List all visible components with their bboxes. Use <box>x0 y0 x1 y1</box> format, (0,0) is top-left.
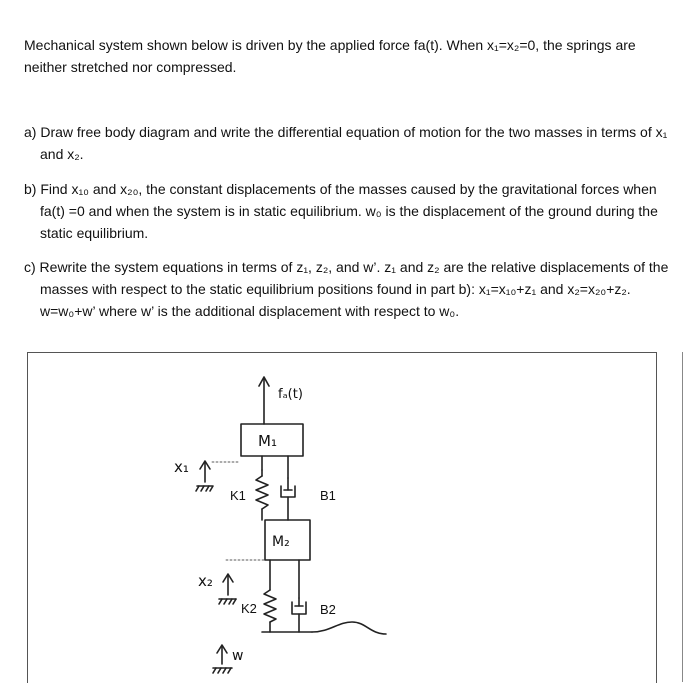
x1-label: x₁ <box>174 458 189 476</box>
force-label: fₐ(t) <box>278 387 303 402</box>
b1-label: B1 <box>320 488 336 503</box>
x2-label: x₂ <box>198 572 213 590</box>
k2-label: K2 <box>241 601 257 616</box>
w-label: w <box>232 648 244 664</box>
question-b: b) Find x₁₀ and x₂₀, the constant displacements of the masses caused by the gravitational forces when fa(t) =0 and when the system is in static equilibrium. w₀ is the displacement of the ground during the static equilibrium. <box>24 181 658 241</box>
question-c: c) Rewrite the system equations in terms of z₁, z₂, and w’. z₁ and z₂ are the relative displacements of the masses with respect to the static equilibrium positions found in part b): x₁=x₁₀+z₁ and x₂=x₂₀+z₂. w=w₀+w’ where w’ is the additional displacement with respect to w₀. <box>24 259 669 319</box>
damper-b1 <box>281 478 295 520</box>
w-reference-arrow <box>213 645 232 673</box>
intro-text: Mechanical system shown below is driven by the applied force fa(t). When x₁=x₂=0, the springs are neither stretched nor compressed. <box>24 37 636 75</box>
x1-reference-arrow <box>196 461 240 491</box>
ground-curve <box>312 622 386 634</box>
mass-1-label: M₁ <box>258 432 277 450</box>
damper-b2 <box>292 598 306 632</box>
b2-label: B2 <box>320 602 336 617</box>
spring-k1 <box>256 476 268 509</box>
mass-2-label: M₂ <box>272 534 290 550</box>
spring-k2 <box>264 590 276 622</box>
force-arrow <box>259 377 269 424</box>
question-a: a) Draw free body diagram and write the differential equation of motion for the two masses in terms of x₁ and x₂. <box>24 124 668 162</box>
k1-label: K1 <box>230 488 246 503</box>
x2-reference-arrow <box>219 560 264 604</box>
